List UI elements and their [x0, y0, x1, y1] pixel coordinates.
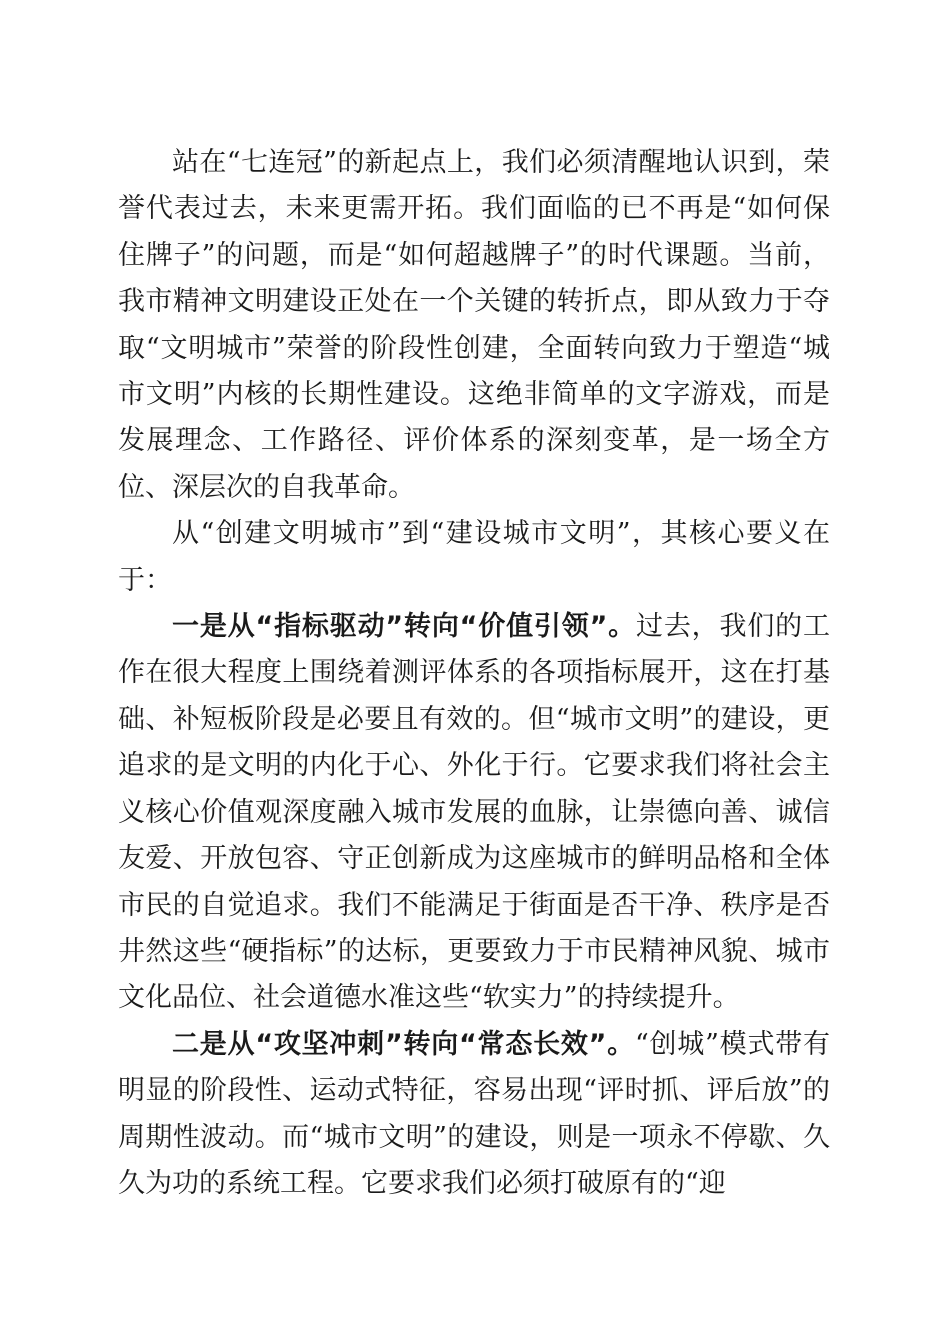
- document-body: [118, 140, 830, 1207]
- paragraph-core-meaning: [118, 511, 830, 604]
- paragraph-text: 从“创建文明城市”到“建设城市文明”，其核心要义在于：: [118, 518, 830, 596]
- paragraph-text: 站在“七连冠”的新起点上，我们必须清醒地认识到，荣誉代表过去，未来更需开拓。我们面临的已不再是“如何保住牌子”的问题，而是“如何超越牌子”的时代课题。当前，我市精神文明建设正处在一个关键的转折点，即从致力于夺取“文明城市”荣誉的阶段性创建，全面转向致力于塑造“城市文明”内核的长期性建设。这绝非简单的文字游戏，而是发展理念、工作路径、评价体系的深刻变革，是一场全方位、深层次的自我革命。: [118, 147, 830, 503]
- paragraph-intro: [118, 140, 830, 511]
- paragraph-lead: 一是从“指标驱动”转向“价值引领”。: [172, 611, 636, 643]
- paragraph-lead: 二是从“攻坚冲刺”转向“常态长效”。: [172, 1028, 635, 1060]
- paragraph-point-one: [118, 604, 830, 1022]
- paragraph-text: “创城”模式带有明显的阶段性、运动式特征，容易出现“评时抓、评后放”的周期性波动。而“城市文明”的建设，则是一项永不停歇、久久为功的系统工程。它要求我们必须打破原有的“迎: [118, 1028, 830, 1199]
- paragraph-point-two: [118, 1022, 830, 1208]
- paragraph-text: 过去，我们的工作在很大程度上围绕着测评体系的各项指标展开，这在打基础、补短板阶段是必要且有效的。但“城市文明”的建设，更追求的是文明的内化于心、外化于行。它要求我们将社会主义核心价值观深度融入城市发展的血脉，让崇德向善、诚信友爱、开放包容、守正创新成为这座城市的鲜明品格和全体市民的自觉追求。我们不能满足于街面是否干净、秩序是否井然这些“硬指标”的达标，更要致力于市民精神风貌、城市文化品位、社会道德水准这些“软实力”的持续提升。: [118, 611, 831, 1014]
